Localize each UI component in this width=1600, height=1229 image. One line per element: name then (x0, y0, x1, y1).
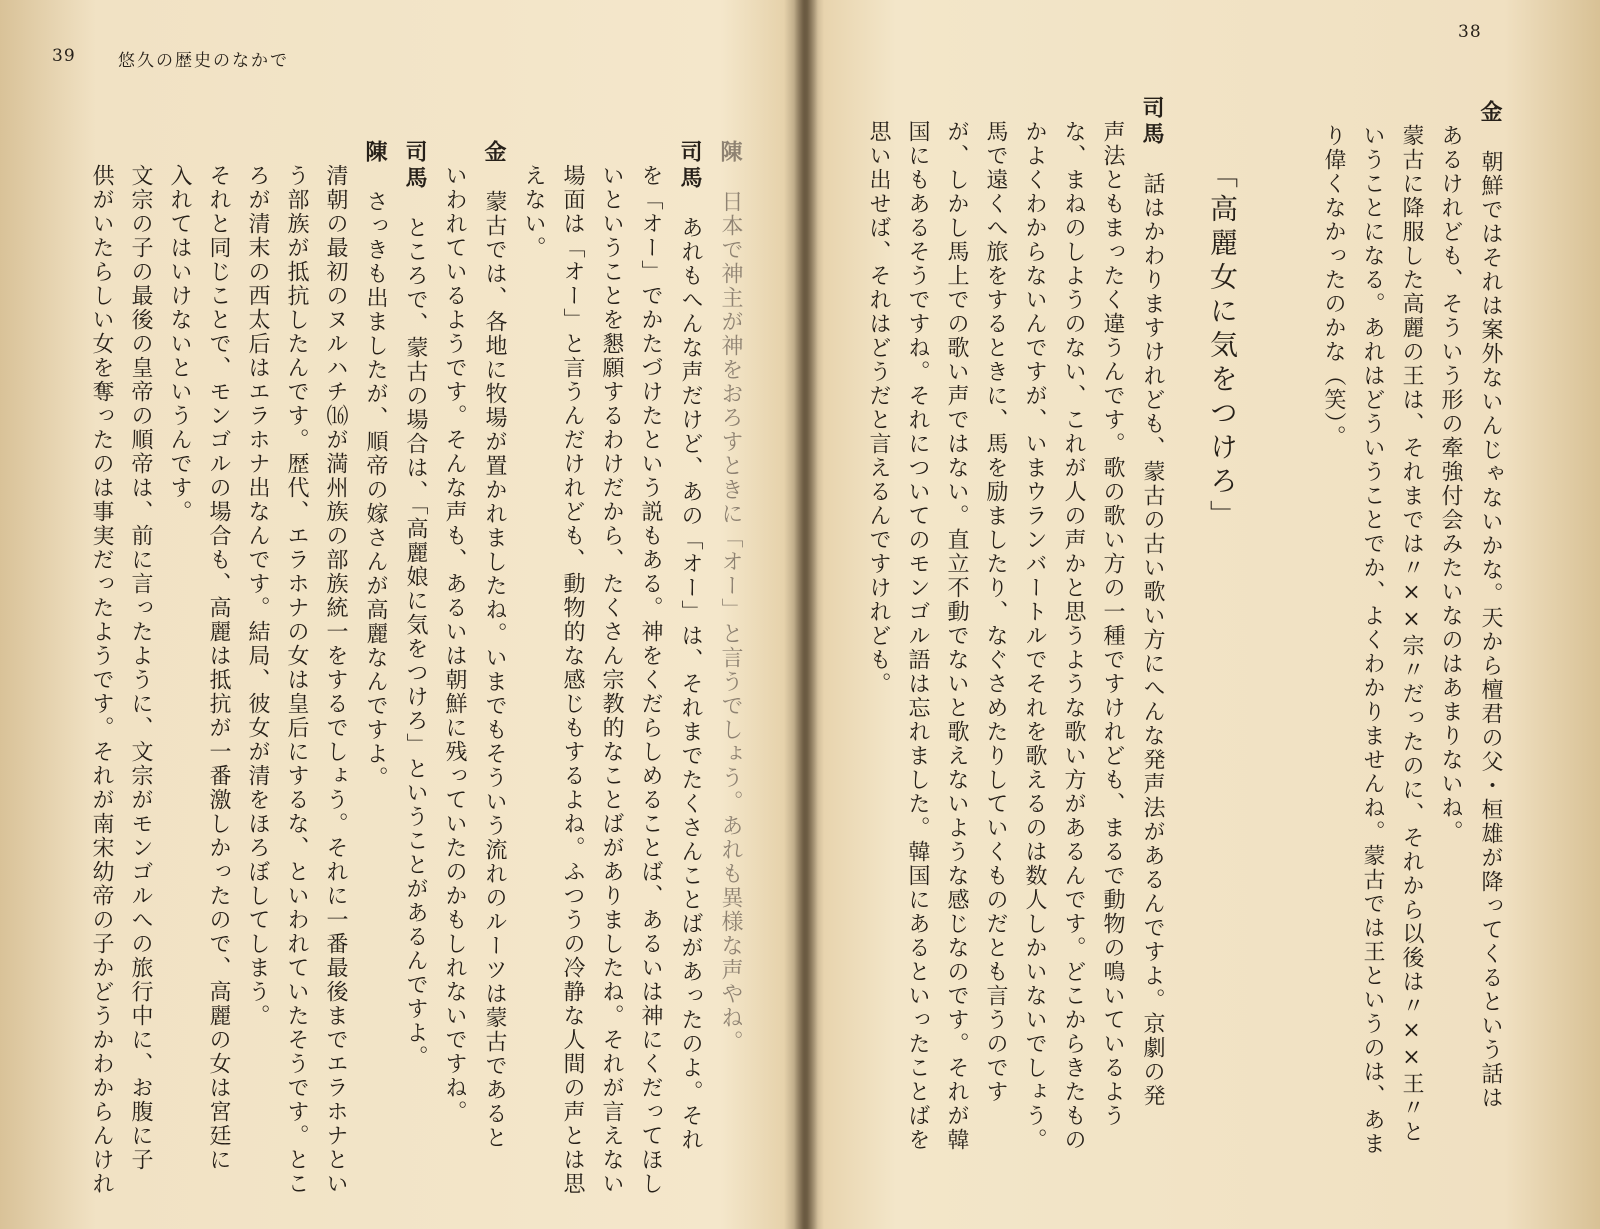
text-line (1015, 96, 1054, 1156)
text-line (937, 96, 976, 1156)
line-text: 馬で遠くへ旅をするときに、馬を励ましたり、なぐさめたりしていくものだとも言うのです (983, 120, 1008, 1104)
line-text: 思い出せば、それはどうだと言えるんですけれども。 (866, 120, 891, 696)
text-line (859, 96, 898, 1156)
text-line (160, 140, 199, 1180)
line-text: えない。 (521, 164, 546, 260)
running-head: 悠久の歴史のなかで (118, 51, 289, 71)
speaker-name: 司馬 (1139, 96, 1165, 148)
text-line (1392, 100, 1431, 1150)
line-text: それと同じことで、モンゴルの場合も、高麗は抵抗が一番激しかったので、高麗の女は宮廷に (206, 164, 231, 1172)
text-line (553, 140, 592, 1196)
line-text: が、しかし馬上での歌い声ではない。直立不動でないと歌えないような感じなのです。それが韓 (944, 120, 969, 1152)
line-text: あれもへんな声だけど、あの「オー」は、それまでたくさんことばがあったのよ。それ (678, 216, 703, 1152)
line-text: ところで、蒙古の場合は、「高麗娘に気をつけろ」ということがあるんですよ。 (403, 216, 428, 1069)
line-text: 文宗の子の最後の皇帝の順帝は、前に言ったように、文宗がモンゴルへの旅行中に、お腹に子 (128, 164, 153, 1172)
line-text: 話はかわりますけれども、蒙古の古い歌い方にへんな発声法があるんですよ。京劇の発 (1140, 172, 1165, 1108)
line-text: 蒙古では、各地に牧場が置かれましたね。いまでもそういう流れのルーツは蒙古であると (482, 190, 507, 1150)
line-text: いわれているようです。そんな声も、あるいは朝鮮に残っていたのかもしれないですね。 (442, 164, 467, 1124)
text-line (1470, 100, 1510, 1150)
text-line (592, 140, 631, 1196)
line-text: いうことになる。あれはどういうことでか、よくわかりませんね。蒙古では王というのは、あま (1360, 124, 1385, 1156)
section-heading: 「高麗女に気をつけろ」 (1206, 160, 1239, 534)
text-line (238, 140, 277, 1180)
speaker-name: 司馬 (677, 140, 703, 192)
text-line (1314, 100, 1353, 1150)
right-page-body-upper (1314, 100, 1510, 1156)
line-text: 声法ともまったく違うんです。歌の歌い方の一種ですけれども、まるで動物の鳴いているよう (1100, 120, 1125, 1128)
speaker-name: 陳 (717, 140, 743, 166)
line-text: 国にもあるそうですね。それについてのモンゴル語は忘れました。韓国にあるといったことばを (905, 120, 930, 1152)
line-text: さっきも出ましたが、順帝の嫁さんが高麗なんですよ。 (363, 190, 388, 790)
line-text: 朝鮮ではそれは案外ないんじゃないかな。天から檀君の父・桓雄が降ってくるという話は (1478, 150, 1503, 1110)
text-line (277, 140, 316, 1196)
page-number: 38 (1458, 22, 1482, 42)
text-line (355, 140, 395, 1180)
speaker-name: 金 (1477, 100, 1503, 126)
text-line (395, 140, 435, 1180)
text-line (1093, 96, 1132, 1156)
line-text: かよくわからないんですが、いまウランバートルでそれを歌えるのは数人しかいないでしょう。 (1022, 120, 1047, 1152)
text-line (514, 140, 553, 1180)
line-text: ろが清末の西太后はエラホナ出なんです。結局、彼女が清をほろぼしてしまう。 (245, 164, 270, 1028)
text-line (82, 140, 121, 1196)
line-text: り偉くなかったのかな（笑）。 (1321, 124, 1346, 449)
line-text: 蒙古に降服した高麗の王は、それまでは〃××宗〃だったのに、それから以後は〃××王〃と (1399, 124, 1424, 1144)
line-text: う部族が抵抗したんです。歴代、エラホナの女は皇后にするな、といわれていたそうです。とこ (284, 164, 309, 1196)
text-line (199, 140, 238, 1180)
left-page-body (82, 140, 750, 1196)
text-line (435, 140, 474, 1180)
speaker-name: 金 (481, 140, 507, 166)
line-text: を「オー」でかたづけたという説もある。神をくだらしめることば、あるいは神にくだってほし (638, 164, 663, 1196)
text-line (710, 140, 750, 1180)
line-text: な、まねのしようのない、これが人の声かと思うような歌い方があるんです。どこからきたもの (1061, 120, 1086, 1152)
speaker-name: 司馬 (402, 140, 428, 192)
line-text: 清朝の最初のヌルハチ⒃が満州族の部族統一をするでしょう。それに一番最後までエラホナとい (323, 164, 348, 1196)
line-text: いということを懇願するわけだから、たくさん宗教的なことばがありましたね。それが言えない (599, 164, 624, 1196)
text-line (631, 140, 670, 1196)
text-line (1132, 96, 1172, 1156)
text-line (898, 96, 937, 1156)
text-line (670, 140, 710, 1180)
text-line (316, 140, 355, 1196)
right-page (816, 0, 1600, 1229)
text-line (1054, 96, 1093, 1156)
line-text: 日本で神主が神をおろすときに「オー」と言うでしょう。あれも異様な声やね。 (718, 190, 743, 1054)
text-line (474, 140, 514, 1180)
text-line (1431, 100, 1470, 1150)
page-number: 39 (52, 46, 76, 66)
line-text: あるけれども、そういう形の牽強付会みたいなのはあまりないね。 (1438, 124, 1463, 844)
line-text: 供がいたらしい女を奪ったのは事実だったようです。それが南宋幼帝の子かどうかわからんけれ (89, 164, 114, 1196)
line-text: 場面は「オー」と言うんだけれども、動物的な感じもするよね。ふつうの冷静な人間の声とは思 (560, 164, 585, 1196)
text-line (121, 140, 160, 1180)
text-line (976, 96, 1015, 1156)
line-text: 入れてはいけないというんです。 (167, 164, 192, 524)
text-line (1353, 100, 1392, 1156)
speaker-name: 陳 (362, 140, 388, 166)
right-page-body-lower (859, 96, 1172, 1156)
